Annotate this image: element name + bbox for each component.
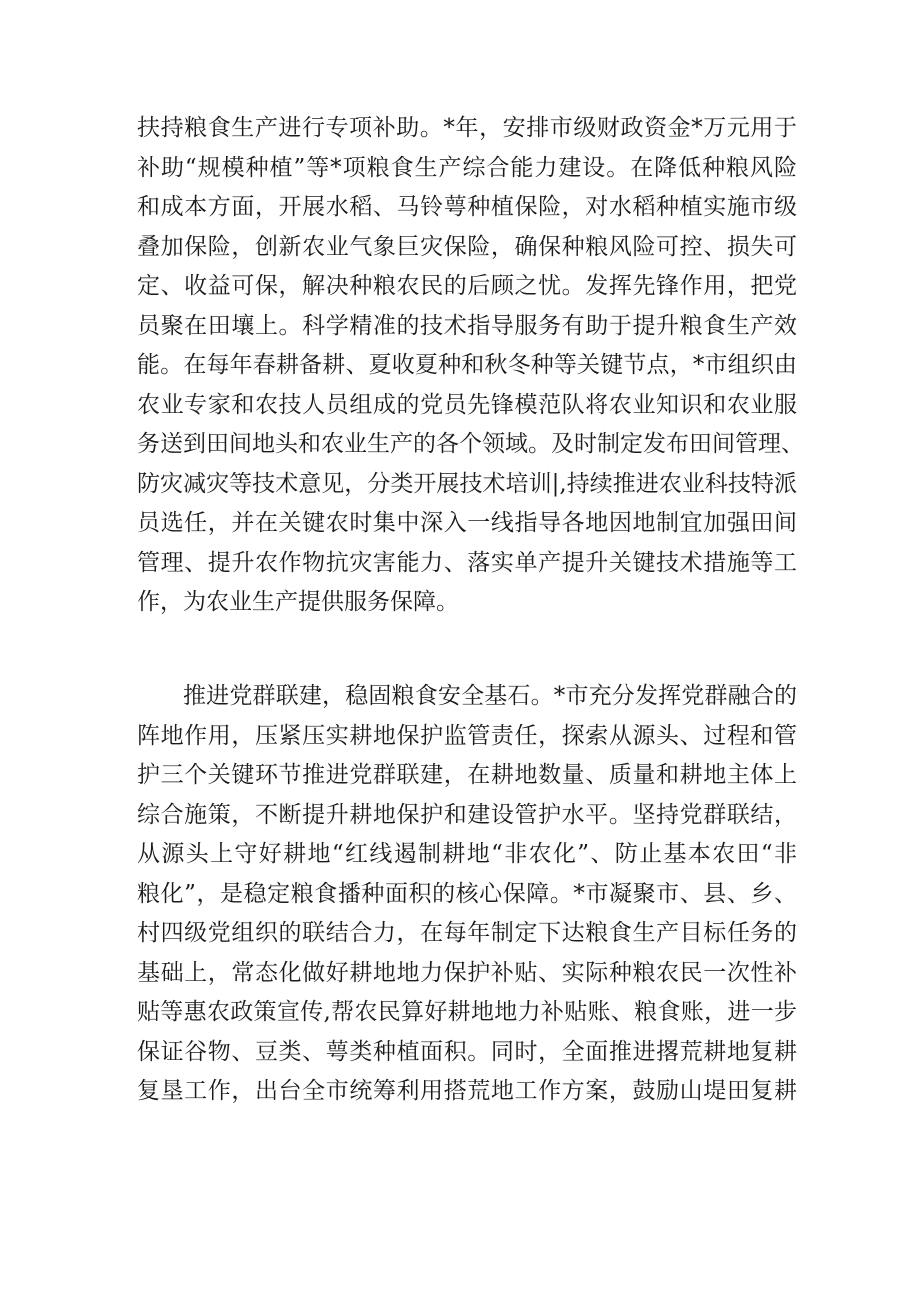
paragraph-line: 贴等惠农政策宣传,帮农民算好耕地地力补贴账、粮食账，进一步: [137, 999, 797, 1025]
paragraph-line: 粮化”，是稳定粮食播种面积的核心保障。*市凝聚市、县、乡、: [137, 880, 797, 907]
paragraph-line: 员选任，并在关键农时集中深入一线指导各地因地制宜加强田间: [137, 510, 797, 536]
paragraph-line: 基础上，常态化做好耕地地力保护补贴、实际种粮农民一次性补: [137, 959, 797, 986]
paragraph-line: 能。在每年春耕备耕、夏收夏种和秋冬种等关键节点，*市组织由: [137, 352, 797, 378]
paragraph-line: 防灾减灾等技术意见，分类开展技术培训|,持续推进农业科技特派: [137, 470, 797, 497]
paragraph-2: [137, 677, 797, 1112]
paragraph-line: 保证谷物、豆类、萼类种植面积。同时，全面推进撂荒耕地复耕: [137, 1038, 797, 1065]
paragraph-line: 补助“规模种植”等*项粮食生产综合能力建设。在降低种粮风险: [137, 154, 797, 181]
paragraph-line: 护三个关键环节推进党群联建，在耕地数量、质量和耕地主体上: [137, 762, 797, 788]
paragraph-line: 村四级党组织的联结合力，在每年制定下达粮食生产目标任务的: [137, 920, 797, 946]
paragraph-line: 员聚在田壤上。科学精准的技术指导服务有助于提升粮食生产效: [137, 312, 797, 339]
paragraph-line: 推进党群联建，稳固粮食安全基石。*市充分发挥党群融合的: [183, 683, 797, 709]
paragraph-line: 阵地作用，压紧压实耕地保护监管责任，探索从源头、过程和管: [137, 722, 797, 749]
paragraph-line: 和成本方面，开展水稻、马铃萼种植保险，对水稻种植实施市级: [137, 194, 797, 220]
paragraph-line: 管理、提升农作物抗灾害能力、落实单产提升关键技术措施等工: [137, 549, 797, 576]
paragraph-line: 从源头上守好耕地“红线遏制耕地“非农化”、防止基本农田“非: [137, 841, 797, 867]
paragraph-line: 复垦工作，出台全市统筹利用搭荒地工作方案，鼓励山堤田复耕: [137, 1078, 797, 1104]
paragraph-line: 综合施策，不断提升耕地保护和建设管护水平。坚持党群联结，: [137, 801, 797, 828]
paragraph-line: 扶持粮食生产进行专项补助。*年，安排市级财政资金*万元用于: [137, 115, 797, 141]
paragraph-1: [137, 109, 804, 623]
paragraph-line: 务送到田间地头和农业生产的各个领域。及时制定发布田间管理、: [137, 431, 804, 457]
paragraph-line: 叠加保险，创新农业气象巨灾保险，确保种粮风险可控、损失可: [137, 233, 797, 260]
paragraph-line: 作，为农业生产提供服务保障。: [137, 589, 459, 615]
paragraph-line: 定、收益可保，解决种粮农民的后顾之忧。发挥先锋作用，把党: [137, 273, 797, 299]
paragraph-line: 农业专家和农技人员组成的党员先锋模范队将农业知识和农业服: [137, 391, 797, 418]
